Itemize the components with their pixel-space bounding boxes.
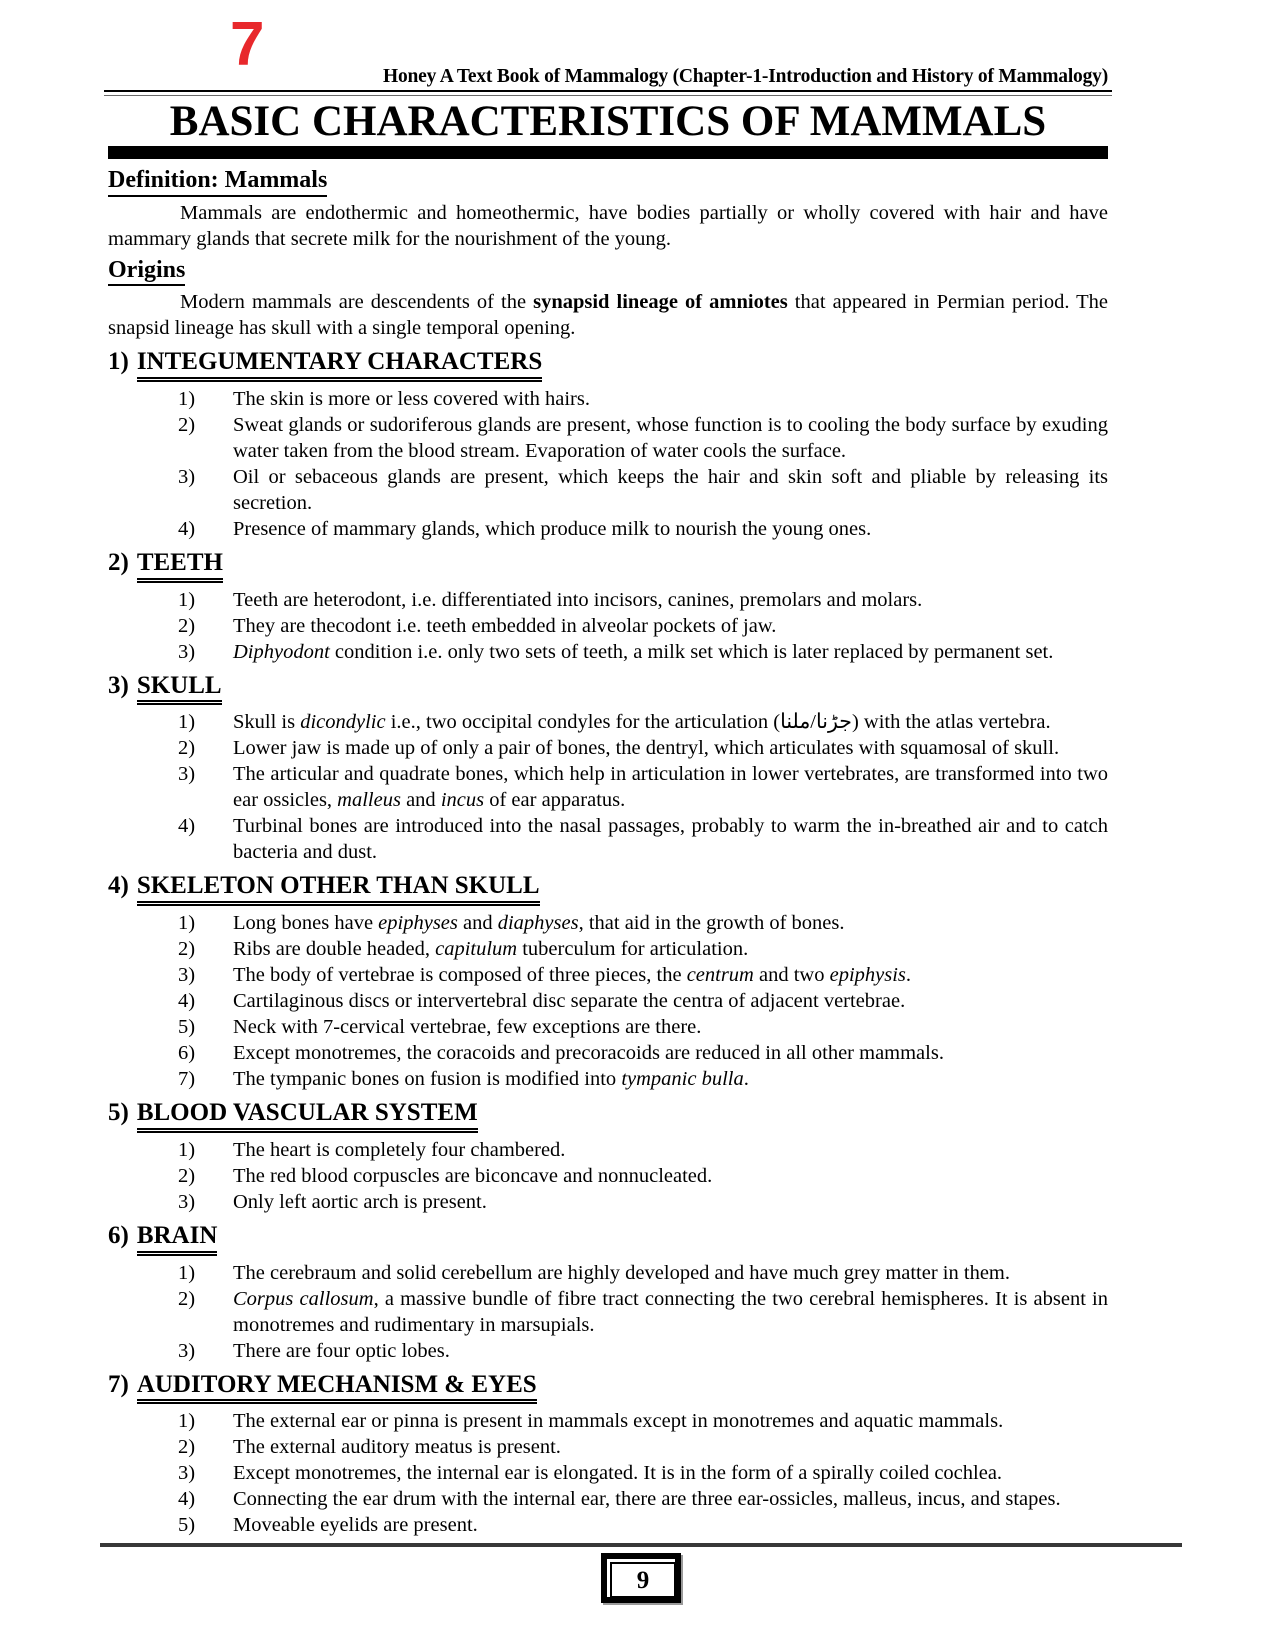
list-item-text [233,1486,1108,1512]
list-item-text [233,1066,1108,1092]
text-run: Teeth are heterodont, i.e. differentiated into incisors, canines, premolars and molars. [233,588,923,611]
section-number: 2) [108,548,129,576]
list-item [108,962,1108,988]
text-run: i.e., two occipital condyles for the articulation (جڑنا/ملنا) with the atlas vertebra. [385,711,1051,734]
text-run: The tympanic bones on fusion is modified into [233,1068,622,1091]
section-title: INTEGUMENTARY CHARACTERS [137,348,542,382]
text-run: , a massive bundle of fibre tract connecting the two cerebral hemispheres. It is absent in monotremes and rudimentary in marsupials. [233,1287,1108,1336]
page-number: 9 [636,1566,650,1594]
title-rule [108,146,1108,159]
subheading-label: Origins [108,257,185,286]
list-item-text [233,587,1108,613]
list-item-number: 1) [178,1261,196,1284]
list-item-number: 1) [178,1138,196,1161]
text-run: that appeared in Permian period. The snapsid lineage has skull with a single temporal opening. [108,291,1108,340]
text-run: and two [753,964,830,987]
text-run: , that aid in the growth of bones. [578,912,845,935]
list-item [108,813,1108,865]
list-item [108,709,1108,735]
list-item-number: 3) [178,465,196,488]
list-item-text [233,1512,1108,1538]
list-item-text [233,761,1108,813]
paragraph [108,289,1108,341]
list-item-text [233,709,1108,735]
text-run: Cartilaginous discs or intervertebral disc separate the centra of adjacent vertebrae. [233,990,906,1013]
text-run: . [743,1068,749,1091]
list-item-number: 4) [178,815,196,838]
list-item [108,516,1108,542]
text-run: Mammals are endothermic and homeothermic, have bodies partially or wholly covered with hair and have mammary glands that secrete milk for the nourishment of the young. [108,201,1108,250]
list-item-number: 3) [178,763,196,786]
list-item-number: 2) [178,614,196,637]
list-item [108,1260,1108,1286]
list-item [108,1189,1108,1215]
list-item-number: 1) [178,711,196,734]
text-run: The articular and quadrate bones, which help in articulation in lower vertebrates, are transformed into two ear ossicles, [233,763,1108,812]
section-number: 1) [108,348,129,376]
list-item-number: 2) [178,1436,196,1459]
text-run: and [457,912,498,935]
list-item-text [233,639,1108,665]
list-item [108,1040,1108,1066]
list-item-number: 2) [178,938,196,961]
text-run: Modern mammals are descendents of the [180,291,534,314]
list-item-text [233,1163,1108,1189]
list-item-number: 6) [178,1042,196,1065]
list-item-text [233,962,1108,988]
list-item [108,639,1108,665]
text-run: Ribs are double headed, [233,938,436,961]
list-item-text [233,1189,1108,1215]
text-run: The red blood corpuscles are biconcave and nonnucleated. [233,1164,713,1187]
text-run: tuberculum for articulation. [517,938,749,961]
text-run: Long bones have [233,912,379,935]
section-title: BLOOD VASCULAR SYSTEM [137,1099,478,1133]
text-run: epiphysis [829,964,906,987]
content-column [108,0,1108,1538]
list-item-number: 2) [178,413,196,436]
text-run: centrum [686,964,754,987]
section-number: 5) [108,1099,129,1127]
section-heading [108,348,1108,382]
list-item [108,936,1108,962]
list-item [108,464,1108,516]
list-item-text [233,1434,1108,1460]
text-run: Corpus callosum [233,1287,374,1310]
section-number: 7) [108,1370,129,1398]
section-title: SKULL [137,672,222,706]
page-title: BASIC CHARACTERISTICS OF MAMMALS [169,98,1047,146]
running-header: Honey A Text Book of Mammalogy (Chapter-1-Introduction and History of Mammalogy) [383,66,1108,87]
section-title: TEETH [137,549,223,583]
section-title: AUDITORY MECHANISM & EYES [137,1371,537,1405]
list-item [108,1286,1108,1338]
list-item-number: 2) [178,1287,196,1310]
text-run: Skull is [233,711,301,734]
list-item-text [233,735,1108,761]
list-item-number: 4) [178,1488,196,1511]
text-run: Except monotremes, the internal ear is elongated. It is in the form of a spirally coiled cochlea. [233,1462,1003,1485]
text-run: malleus [337,789,401,812]
subheading [108,167,1108,196]
list-item [108,613,1108,639]
list-item-number: 1) [178,387,196,410]
text-run: There are four optic lobes. [233,1339,450,1362]
text-run: The heart is completely four chambered. [233,1138,566,1161]
section-title: BRAIN [137,1222,218,1256]
text-run: condition i.e. only two sets of teeth, a milk set which is later replaced by permanent set. [329,640,1054,663]
list-item-text [233,516,1108,542]
list-item [108,1460,1108,1486]
list-item-number: 3) [178,964,196,987]
list-item-text [233,464,1108,516]
text-run: Connecting the ear drum with the internal ear, there are three ear-ossicles, malleus, incus, and stapes. [233,1488,1061,1511]
list-item-number: 4) [178,517,196,540]
list-item [108,1163,1108,1189]
text-run: Except monotremes, the coracoids and precoracoids are reduced in all other mammals. [233,1042,944,1065]
list-item-number: 1) [178,588,196,611]
section-heading [108,1099,1108,1133]
text-run: Diphyodont [233,640,330,663]
section-heading [108,872,1108,906]
subheading [108,257,1108,286]
paragraph [108,200,1108,252]
section-title: SKELETON OTHER THAN SKULL [137,872,540,906]
list-item [108,910,1108,936]
section-number: 3) [108,671,129,699]
list-item [108,761,1108,813]
text-run: tympanic bulla [621,1068,744,1091]
list-item [108,386,1108,412]
text-run: The body of vertebrae is composed of three pieces, the [233,964,687,987]
list-item [108,1137,1108,1163]
text-run: Sweat glands or sudoriferous glands are present, whose function is to cooling the body surface by exuding water taken from the blood stream. Evaporation of water cools the surface. [233,413,1108,462]
document-body [108,167,1108,1538]
list-item-text [233,1408,1108,1434]
list-item-number: 2) [178,737,196,760]
header-rule [104,90,1112,96]
list-item-text [233,1286,1108,1338]
list-item [108,412,1108,464]
page-footer [100,1543,1182,1603]
list-item-text [233,1040,1108,1066]
text-run: Oil or sebaceous glands are present, which keeps the hair and skin soft and pliable by releasing its secretion. [233,465,1108,514]
text-run: The external ear or pinna is present in mammals except in monotremes and aquatic mammals. [233,1410,1004,1433]
section-number: 4) [108,872,129,900]
list-item [108,1512,1108,1538]
text-run: Moveable eyelids are present. [233,1514,478,1537]
text-run: Presence of mammary glands, which produce milk to nourish the young ones. [233,517,872,540]
list-item [108,1066,1108,1092]
list-item [108,1408,1108,1434]
text-run: Turbinal bones are introduced into the nasal passages, probably to warm the in-breathed air and to catch bacteria and dust. [233,815,1108,864]
text-run: . [905,964,912,987]
page-number-inner-frame [610,1562,676,1598]
list-item-text [233,910,1108,936]
list-item-text [233,412,1108,464]
page-number-box [601,1553,681,1603]
text-run: The skin is more or less covered with hairs. [233,387,590,410]
text-run: incus [440,789,485,812]
text-run: The cerebraum and solid cerebellum are highly developed and have much grey matter in them. [233,1261,1010,1284]
list-item-number: 1) [178,1410,196,1433]
section-heading [108,1222,1108,1256]
text-run: capitulum [435,938,518,961]
text-run: of ear apparatus. [484,789,626,812]
list-item-text [233,813,1108,865]
list-item-text [233,936,1108,962]
section-heading [108,549,1108,583]
list-item [108,1434,1108,1460]
list-item-number: 2) [178,1164,196,1187]
text-run: diaphyses [497,912,579,935]
footer-rule [100,1543,1182,1547]
section-heading [108,1371,1108,1405]
list-item-number: 4) [178,990,196,1013]
list-item-text [233,386,1108,412]
list-item [108,735,1108,761]
text-run: synapsid lineage of amniotes [533,291,788,314]
list-item-number: 7) [178,1068,196,1091]
text-run: Neck with 7-cervical vertebrae, few exceptions are there. [233,1016,702,1039]
list-item-number: 5) [178,1016,196,1039]
list-item-text [233,1260,1108,1286]
list-item-number: 3) [178,1462,196,1485]
section-heading [108,672,1108,706]
list-item-number: 1) [178,912,196,935]
list-item [108,587,1108,613]
list-item-text [233,613,1108,639]
text-run: Lower jaw is made up of only a pair of bones, the dentryl, which articulates with squamosal of skull. [233,737,1060,760]
text-run: They are thecodont i.e. teeth embedded in alveolar pockets of jaw. [233,614,777,637]
list-item-number: 3) [178,1190,196,1213]
list-item-number: 3) [178,640,196,663]
list-item-number: 3) [178,1339,196,1362]
list-item [108,1338,1108,1364]
list-item-text [233,1460,1108,1486]
list-item-text [233,1014,1108,1040]
text-run: and [400,789,441,812]
subheading-label: Definition: Mammals [108,167,327,196]
text-run: epiphyses [378,912,458,935]
list-item-text [233,988,1108,1014]
list-item [108,988,1108,1014]
list-item-number: 5) [178,1514,196,1537]
list-item-text [233,1338,1108,1364]
text-run: The external auditory meatus is present. [233,1436,561,1459]
text-run: dicondylic [300,711,386,734]
handwritten-page-mark: 7 [230,10,265,79]
list-item-text [233,1137,1108,1163]
list-item [108,1014,1108,1040]
list-item [108,1486,1108,1512]
text-run: Only left aortic arch is present. [233,1190,487,1213]
section-number: 6) [108,1221,129,1249]
